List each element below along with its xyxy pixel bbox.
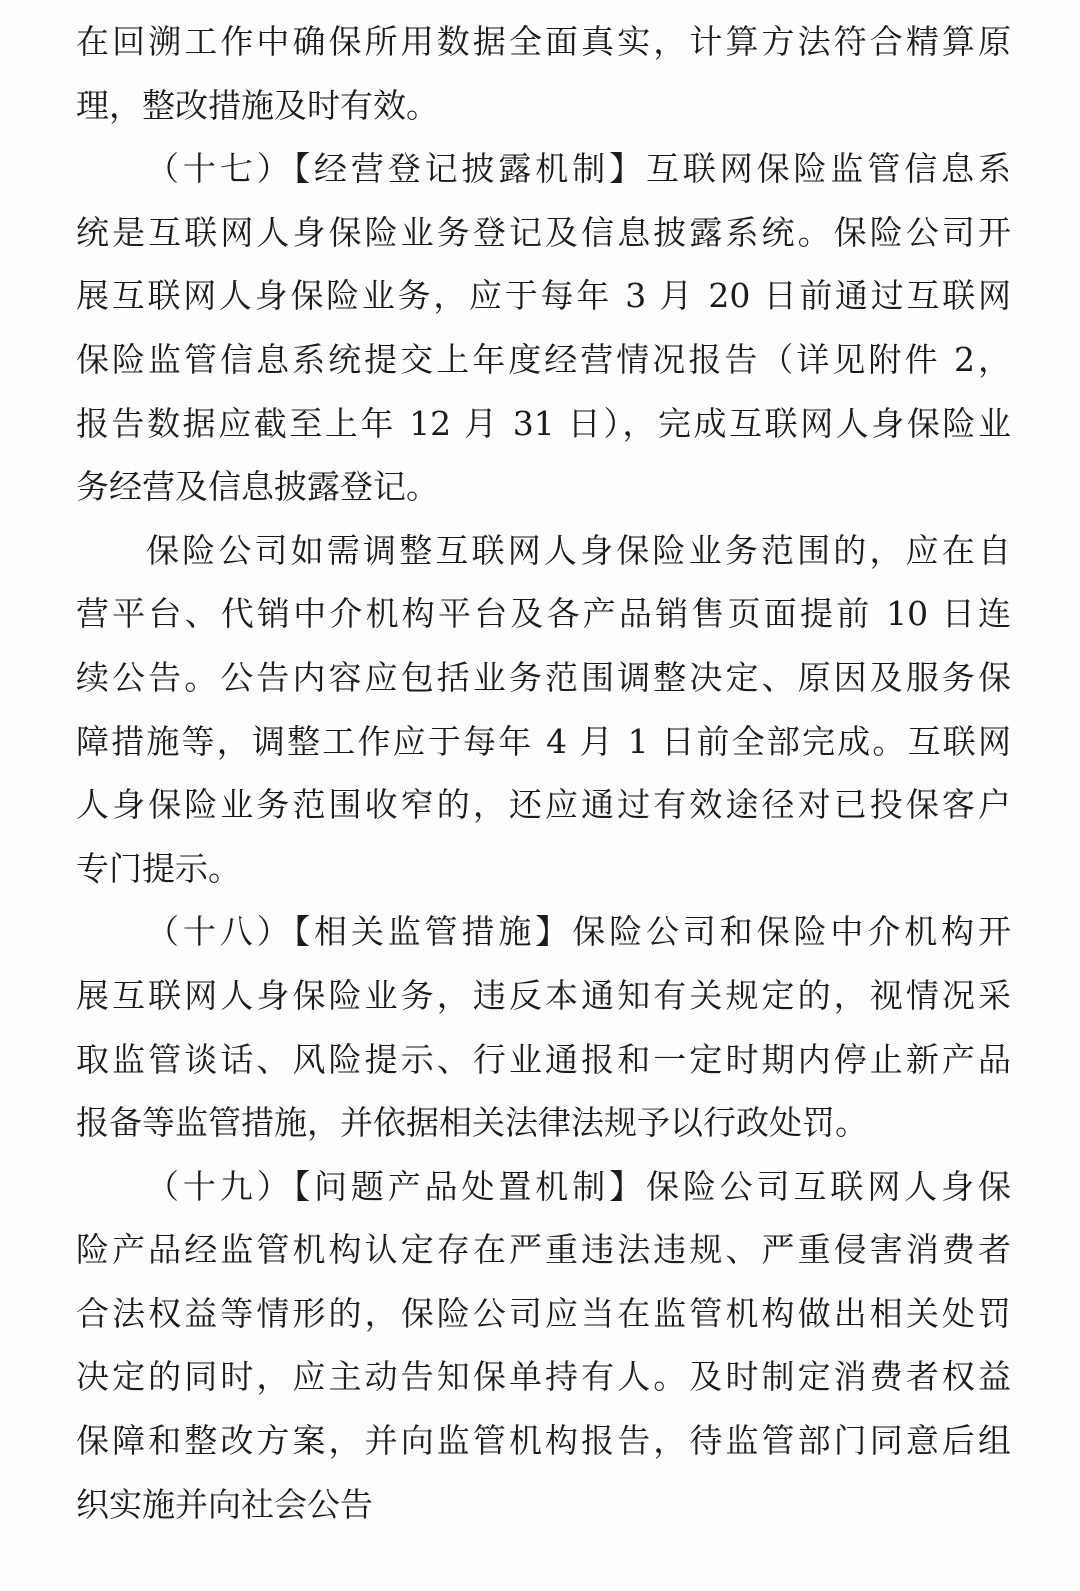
text-line: 报备等监管措施，并依据相关法律法规予以行政处罚。	[76, 1103, 868, 1143]
text-line: 取监管谈话、风险提示、行业通报和一定时期内停止新产品	[76, 1039, 1011, 1079]
text-line: 保障和整改方案，并向监管机构报告，待监管部门同意后组	[76, 1421, 1011, 1461]
text-line: 续公告。公告内容应包括业务范围调整决定、原因及服务保	[76, 657, 1011, 697]
text-line: （十七）【经营登记披露机制】互联网保险监管信息系	[146, 149, 1011, 189]
text-line: 决定的同时，应主动告知保单持有人。及时制定消费者权益	[76, 1357, 1011, 1397]
text-line: 险产品经监管机构认定存在严重违法违规、严重侵害消费者	[76, 1230, 1011, 1270]
text-line: 保险公司如需调整互联网人身保险业务范围的，应在自	[146, 530, 1011, 570]
text-line: 障措施等，调整工作应于每年 4 月 1 日前全部完成。互联网	[76, 721, 1011, 761]
text-line: 合法权益等情形的，保险公司应当在监管机构做出相关处罚	[76, 1293, 1011, 1333]
text-line: 营平台、代销中介机构平台及各产品销售页面提前 10 日连	[76, 594, 1011, 634]
text-line: 报告数据应截至上年 12 月 31 日），完成互联网人身保险业	[76, 403, 1011, 443]
text-line: 保险监管信息系统提交上年度经营情况报告（详见附件 2，	[76, 339, 1011, 379]
text-line: （十九）【问题产品处置机制】保险公司互联网人身保	[146, 1166, 1011, 1206]
text-line: 展互联网人身保险业务，应于每年 3 月 20 日前通过互联网	[76, 276, 1011, 316]
text-line: 在回溯工作中确保所用数据全面真实，计算方法符合精算原	[76, 22, 1011, 61]
text-line: （十八）【相关监管措施】保险公司和保险中介机构开	[146, 912, 1011, 952]
document-body	[76, 10, 1011, 1536]
text-line: 专门提示。	[76, 848, 241, 888]
text-line: 人身保险业务范围收窄的，还应通过有效途径对已投保客户	[76, 785, 1011, 825]
text-line: 织实施并向社会公告	[76, 1484, 373, 1524]
text-line: 统是互联网人身保险业务登记及信息披露系统。保险公司开	[76, 212, 1011, 252]
text-line: 展互联网人身保险业务，违反本通知有关规定的，视情况采	[76, 975, 1011, 1015]
text-line: 务经营及信息披露登记。	[76, 467, 439, 507]
text-line: 理，整改措施及时有效。	[76, 85, 439, 125]
